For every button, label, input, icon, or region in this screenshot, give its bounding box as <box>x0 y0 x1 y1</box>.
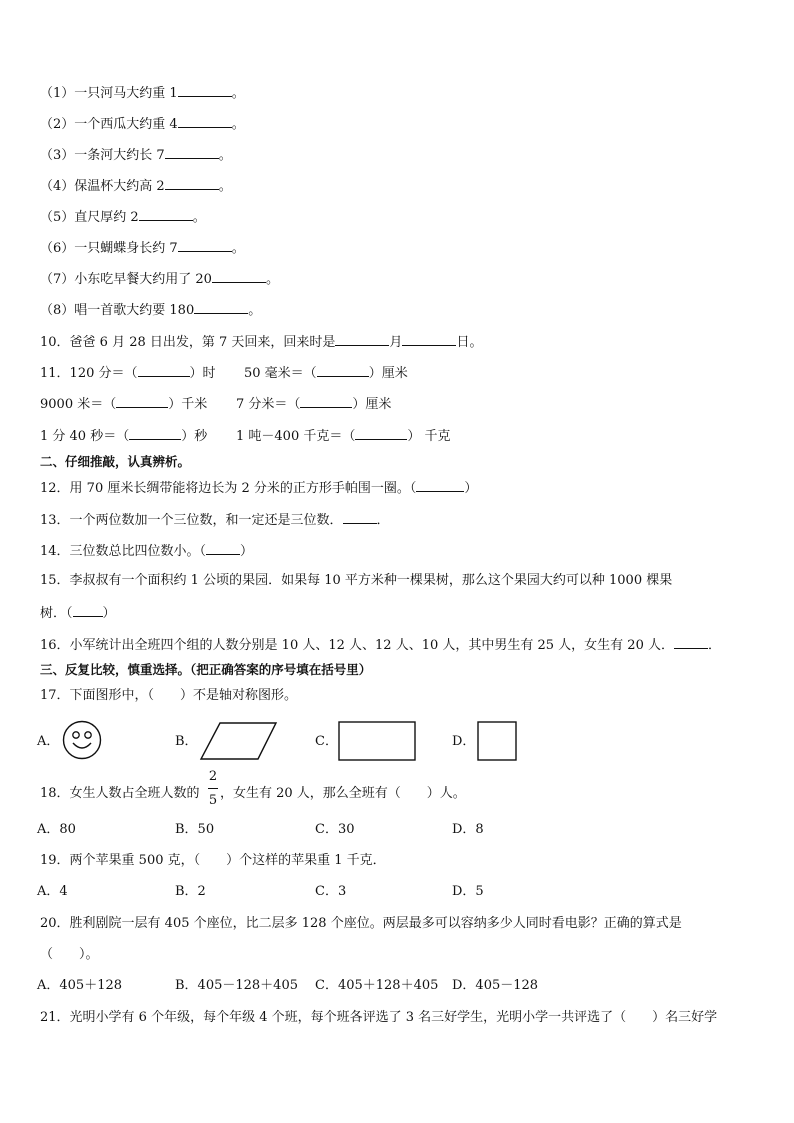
question-17: 17．下面图形中，（ ）不是轴对称图形。 <box>40 688 298 703</box>
answer-blank[interactable] <box>194 301 248 314</box>
question-15-line-1: 15．李叔叔有一个面积约 1 公顷的果园．如果每 10 平方米种一棵果树，那么这个果园大约可以种 1000 棵果 <box>40 573 673 588</box>
item-5: （5）直尺厚约 2 。 <box>40 210 206 225</box>
answer-blank[interactable] <box>212 270 266 283</box>
question-18-text-pre: 18．女生人数占全班人数的 <box>40 786 200 801</box>
answer-blank[interactable] <box>178 84 232 97</box>
rectangle-shape <box>338 721 418 763</box>
question-18-text-post: ，女生有 20 人，那么全班有（ ）人。 <box>220 786 466 801</box>
answer-blank[interactable] <box>674 636 708 649</box>
option-b[interactable]: B．50 <box>175 822 215 837</box>
option-b[interactable]: B．405－128＋405 <box>175 978 298 993</box>
question-16: 16．小军统计出全班四个组的人数分别是 10 人、12 人、12 人、10 人，其中男生有 25 人，女生有 20 人． ． <box>40 638 722 653</box>
parallelogram-shape <box>200 722 280 762</box>
question-11-row-3: 1 分 40 秒＝（ ）秒 <box>40 429 208 444</box>
fraction-bar <box>208 788 218 789</box>
question-20-line-2: （ ）。 <box>40 947 99 962</box>
item-6: （6）一只蝴蝶身长约 7 。 <box>40 241 245 256</box>
option-a[interactable]: A．4 <box>37 884 68 899</box>
answer-blank[interactable] <box>116 395 168 408</box>
question-11-row-2b: 7 分米＝（ ）厘米 <box>236 397 392 412</box>
question-11-row-1: 11．120 分＝（ ）时 <box>40 366 216 381</box>
item-7: （7）小东吃早餐大约用了 20 。 <box>40 272 279 287</box>
answer-blank[interactable] <box>300 395 352 408</box>
answer-blank[interactable] <box>178 115 232 128</box>
question-21: 21．光明小学有 6 个年级，每个年级 4 个班，每个班各评选了 3 名三好学生，光明小学一共评选了（ ）名三好学 <box>40 1010 718 1025</box>
item-1: （1）一只河马大约重 1 。 <box>40 86 245 101</box>
question-10: 10．爸爸 6 月 28 日出发，第 7 天回来，回来时是 月 日。 <box>40 335 483 350</box>
question-11-row-1b: 50 毫米＝（ ）厘米 <box>244 366 408 381</box>
answer-blank[interactable] <box>165 146 219 159</box>
option-d-label: D． <box>452 734 476 749</box>
option-a[interactable]: A．80 <box>37 822 76 837</box>
item-4: （4）保温杯大约高 2 。 <box>40 179 232 194</box>
answer-blank[interactable] <box>139 208 193 221</box>
option-c[interactable]: C．3 <box>315 884 347 899</box>
answer-blank[interactable] <box>165 177 219 190</box>
answer-blank-month[interactable] <box>335 333 389 346</box>
option-d[interactable]: D．8 <box>452 822 484 837</box>
answer-blank[interactable] <box>355 427 407 440</box>
section-heading-3: 三、反复比较，慎重选择。（把正确答案的序号填在括号里） <box>40 662 372 677</box>
option-c[interactable]: C．30 <box>315 822 355 837</box>
answer-blank[interactable] <box>138 364 190 377</box>
option-d[interactable]: D．405－128 <box>452 978 539 993</box>
smiley-face-icon <box>62 720 104 762</box>
section-heading-2: 二、仔细推敲，认真辨析。 <box>40 454 191 469</box>
option-b-label: B． <box>175 734 198 749</box>
answer-blank[interactable] <box>73 604 103 617</box>
answer-blank[interactable] <box>206 542 240 555</box>
option-a[interactable]: A．405＋128 <box>37 978 123 993</box>
question-12: 12．用 70 厘米长绸带能将边长为 2 分米的正方形手帕围一圈。（ ） <box>40 481 478 496</box>
question-11-row-2: 9000 米＝（ ）千米 <box>40 397 208 412</box>
option-d[interactable]: D．5 <box>452 884 484 899</box>
answer-blank[interactable] <box>178 239 232 252</box>
question-11-row-3b: 1 吨－400 千克＝（ ） 千克 <box>236 429 451 444</box>
question-14: 14．三位数总比四位数小。（ ） <box>40 544 254 559</box>
question-15-line-2: 树．（ ） <box>40 606 116 621</box>
answer-blank[interactable] <box>343 511 377 524</box>
answer-blank-day[interactable] <box>402 333 456 346</box>
option-b[interactable]: B．2 <box>175 884 206 899</box>
item-2: （2）一个西瓜大约重 4 。 <box>40 117 245 132</box>
question-19: 19．两个苹果重 500 克，（ ）个这样的苹果重 1 千克． <box>40 853 386 868</box>
fraction-numerator: 2 <box>208 769 218 784</box>
answer-blank[interactable] <box>416 479 464 492</box>
answer-blank[interactable] <box>129 427 181 440</box>
option-a-label: A． <box>37 734 60 749</box>
item-8: （8）唱一首歌大约要 180 。 <box>40 303 262 318</box>
square-shape <box>477 721 519 763</box>
question-13: 13．一个两位数加一个三位数，和一定还是三位数． ． <box>40 513 390 528</box>
item-3: （3）一条河大约长 7 。 <box>40 148 232 163</box>
option-c[interactable]: C．405＋128＋405 <box>315 978 439 993</box>
fraction-denominator: 5 <box>208 793 218 808</box>
question-20-line-1: 20．胜利剧院一层有 405 个座位，比二层多 128 个座位。两层最多可以容纳多少人同时看电影？正确的算式是 <box>40 916 682 931</box>
answer-blank[interactable] <box>317 364 369 377</box>
option-c-label: C． <box>315 734 338 749</box>
